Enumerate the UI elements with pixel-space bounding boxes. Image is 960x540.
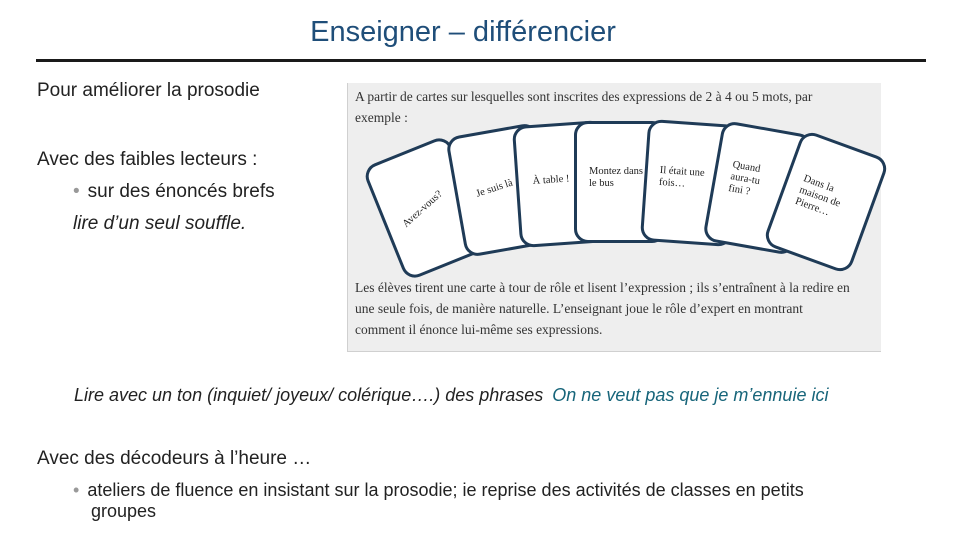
weak-readers-label: Avec des faibles lecteurs :	[37, 149, 258, 170]
bullet-fluency-workshops	[73, 480, 804, 501]
card-3-text: À table !	[532, 173, 570, 188]
card-5-text: Il était une fois…	[658, 164, 705, 190]
heading-prosodie: Pour améliorer la prosodie	[37, 80, 260, 101]
bullet-fluency-line1: ateliers de fluence en insistant sur la prosodie; ie reprise des activités de classes en petits	[87, 480, 804, 500]
bullet-fluency-line2: groupes	[91, 501, 157, 521]
tone-reading-line	[74, 385, 828, 406]
bullet-text: sur des énoncés brefs	[87, 181, 275, 202]
card-4-text: Montez dans le bus	[589, 166, 643, 189]
tone-reading-text: Lire avec un ton (inquiet/ joyeux/ colérique….) des phrases	[74, 385, 544, 405]
decoders-label: Avec des décodeurs à l’heure …	[37, 448, 312, 469]
figure-paragraph-line3: comment il énonce lui-même ses expressions.	[355, 322, 603, 337]
bullet-dot-2: •	[73, 480, 80, 500]
card-7-text: Dans la maison de Pierre…	[793, 173, 842, 219]
bullet-sub-text: lire d’un seul souffle.	[73, 213, 247, 234]
title-divider	[36, 59, 926, 62]
tone-example-sentence: On ne veut pas que je m’ennuie ici	[552, 385, 829, 405]
card-2-text: Je suis là	[474, 177, 515, 200]
figure-paragraph-line1: Les élèves tirent une carte à tour de rôle et lisent l’expression ; ils s’entraînent à la redire en	[355, 280, 850, 295]
card-1-text: Avez-vous?	[400, 188, 445, 230]
illustration-cards-figure	[347, 83, 881, 352]
figure-paragraph-line2: une seule fois, de manière naturelle. L’enseignant joue le rôle d’expert en montrant	[355, 301, 803, 316]
bullet-short-statements	[73, 181, 275, 203]
bullet-dot: •	[73, 181, 80, 202]
slide-title: Enseigner – différencier	[310, 16, 616, 48]
figure-intro-line1: A partir de cartes sur lesquelles sont inscrites des expressions de 2 à 4 ou 5 mots, par	[355, 89, 813, 104]
card-6-text: Quand aura-tu fini ?	[727, 159, 762, 198]
figure-intro-line2: exemple :	[355, 110, 408, 125]
